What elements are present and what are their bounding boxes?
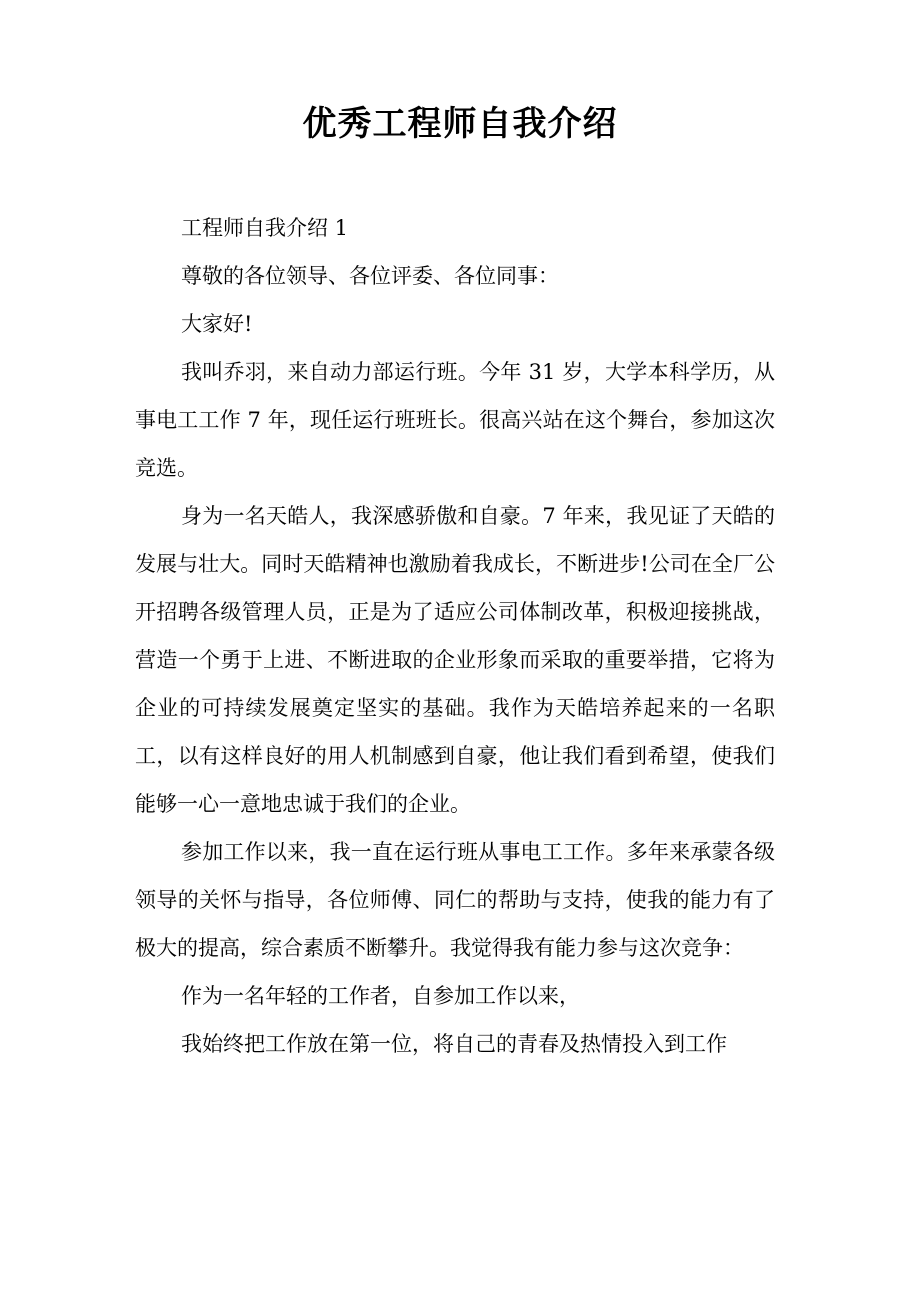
paragraph-heading: 工程师自我介绍 1 xyxy=(181,216,349,240)
paragraph-dedication: 我始终把工作放在第一位，将自己的青春及热情投入到工作 xyxy=(181,1032,727,1056)
paragraph-work-experience: 参加工作以来，我一直在运行班从事电工工作。多年来承蒙各级领导的关怀与指导，各位师傅、同仁的帮助与支持，使我的能力有了极大的提高，综合素质不断攀升。我觉得我有能力参与这次竞争： xyxy=(135,840,775,960)
paragraph-greeting: 大家好! xyxy=(181,312,253,336)
paragraph-salutation: 尊敬的各位领导、各位评委、各位同事： xyxy=(181,264,559,288)
document-title: 优秀工程师自我介绍 xyxy=(302,104,618,144)
paragraph-young-worker: 作为一名年轻的工作者，自参加工作以来， xyxy=(181,984,580,1008)
paragraph-company-pride: 身为一名天皓人，我深感骄傲和自豪。7 年来，我见证了天皓的发展与壮大。同时天皓精神也激励着我成长，不断进步!公司在全厂公开招聘各级管理人员，正是为了适应公司体制改革，积极迎接挑战，营造一个勇于上进、不断进取的企业形象而采取的重要举措，它将为企业的可持续发展奠定坚实的基础。我作为天皓培养起来的一名职工，以有这样良好的用人机制感到自豪，他让我们看到希望，使我们能够一心一意地忠诚于我们的企业。 xyxy=(135,504,775,816)
paragraph-introduction: 我叫乔羽，来自动力部运行班。今年 31 岁，大学本科学历，从事电工工作 7 年，现任运行班班长。很高兴站在这个舞台，参加这次竞选。 xyxy=(135,360,775,480)
document-body xyxy=(135,204,775,1068)
